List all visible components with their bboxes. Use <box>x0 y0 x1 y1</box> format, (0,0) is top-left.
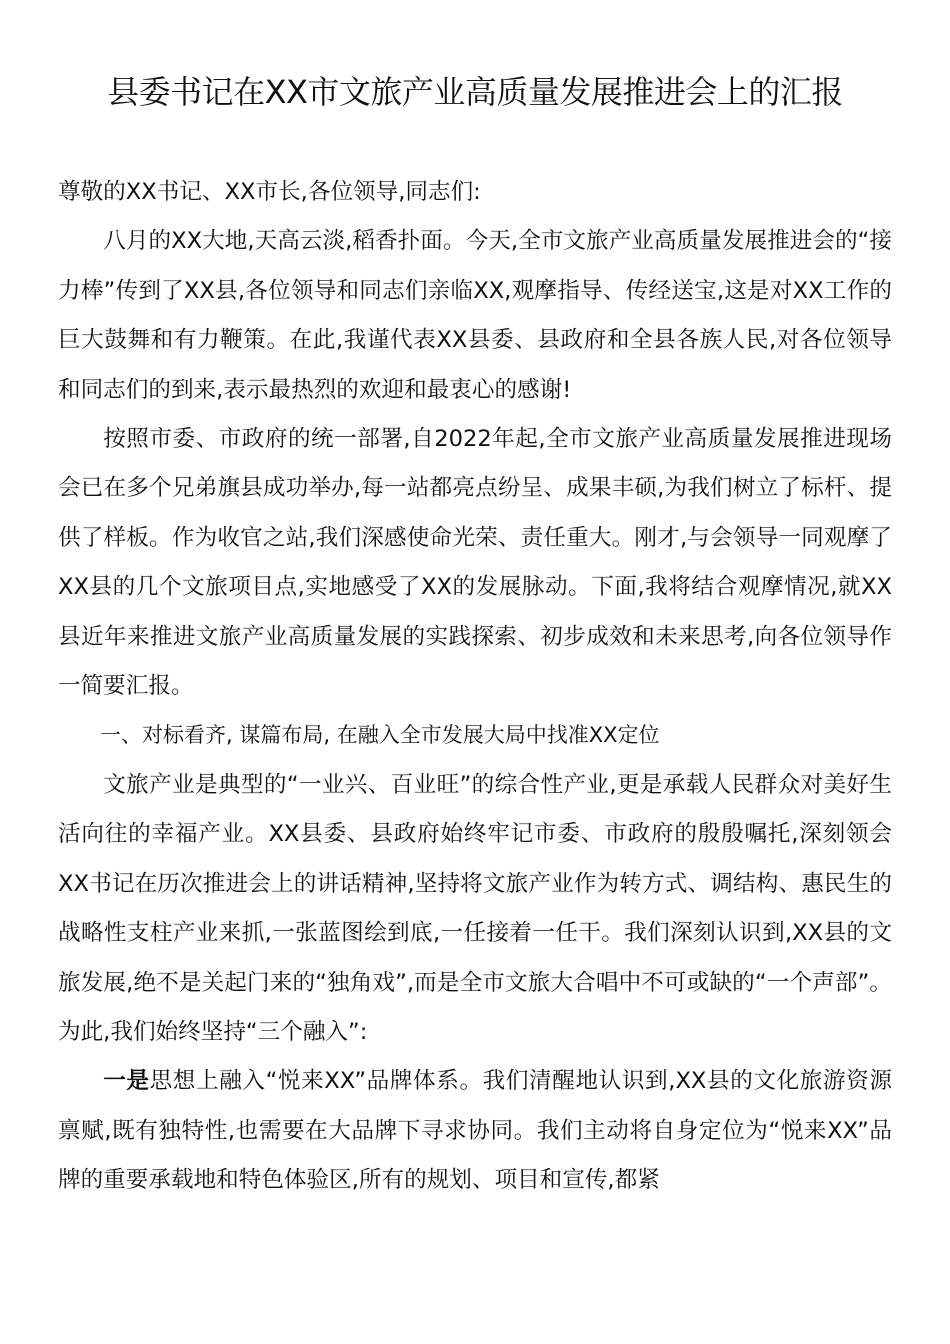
point-one-lead: 一是 <box>103 1068 150 1095</box>
document-body <box>58 168 892 1206</box>
paragraph-background: 按照市委、市政府的统一部署,自2022年起,全市文旅产业高质量发展推进现场会已在多个兄弟旗县成功举办,每一站都亮点纷呈、成果丰硕,为我们树立了标杆、提供了样板。作为收官之站,我们深感使命光荣、责任重大。刚才,与会领导一同观摩了XX县的几个文旅项目点,实地感受了XX的发展脉动。下面,我将结合观摩情况,就XX县近年来推进文旅产业高质量发展的实践探索、初步成效和未来思考,向各位领导作一简要汇报。 <box>58 426 892 700</box>
document-title: 县委书记在XX市文旅产业高质量发展推进会上的汇报 <box>107 73 843 111</box>
section-paragraph: 文旅产业是典型的“一业兴、百业旺”的综合性产业,更是承载人民群众对美好生活向往的幸福产业。XX县委、县政府始终牢记市委、市政府的殷殷嘱托,深刻领会XX书记在历次推进会上的讲话精神,坚持将文旅产业作为转方式、调结构、惠民生的战略性支柱产业来抓,一张蓝图绘到底,一任接着一任干。我们深刻认识到,XX县的文旅发展,绝不是关起门来的“独角戏”,而是全市文旅大合唱中不可或缺的“一个声部”。为此,我们始终坚持“三个融入”: <box>58 771 892 1045</box>
salutation: 尊敬的XX书记、XX市长,各位领导,同志们: <box>58 179 481 205</box>
point-one-text: 思想上融入“悦来XX”品牌体系。我们清醒地认识到,XX县的文化旅游资源禀赋,既有独特性,也需要在大品牌下寻求协同。我们主动将自身定位为“悦来XX”品牌的重要承载地和特色体验区,所有的规划、项目和宣传,都紧 <box>58 1068 892 1194</box>
paragraph-opening: 八月的XX大地,天高云淡,稻香扑面。今天,全市文旅产业高质量发展推进会的“接力棒”传到了XX县,各位领导和同志们亲临XX,观摩指导、传经送宝,这是对XX工作的巨大鼓舞和有力鞭策。在此,我谨代表XX县委、县政府和全县各族人民,对各位领导和同志们的到来,表示最热烈的欢迎和最衷心的感谢! <box>58 228 892 403</box>
section-heading: 一、对标看齐, 谋篇布局, 在融入全市发展大局中找准XX定位 <box>100 723 660 748</box>
point-one-paragraph <box>58 1057 892 1205</box>
